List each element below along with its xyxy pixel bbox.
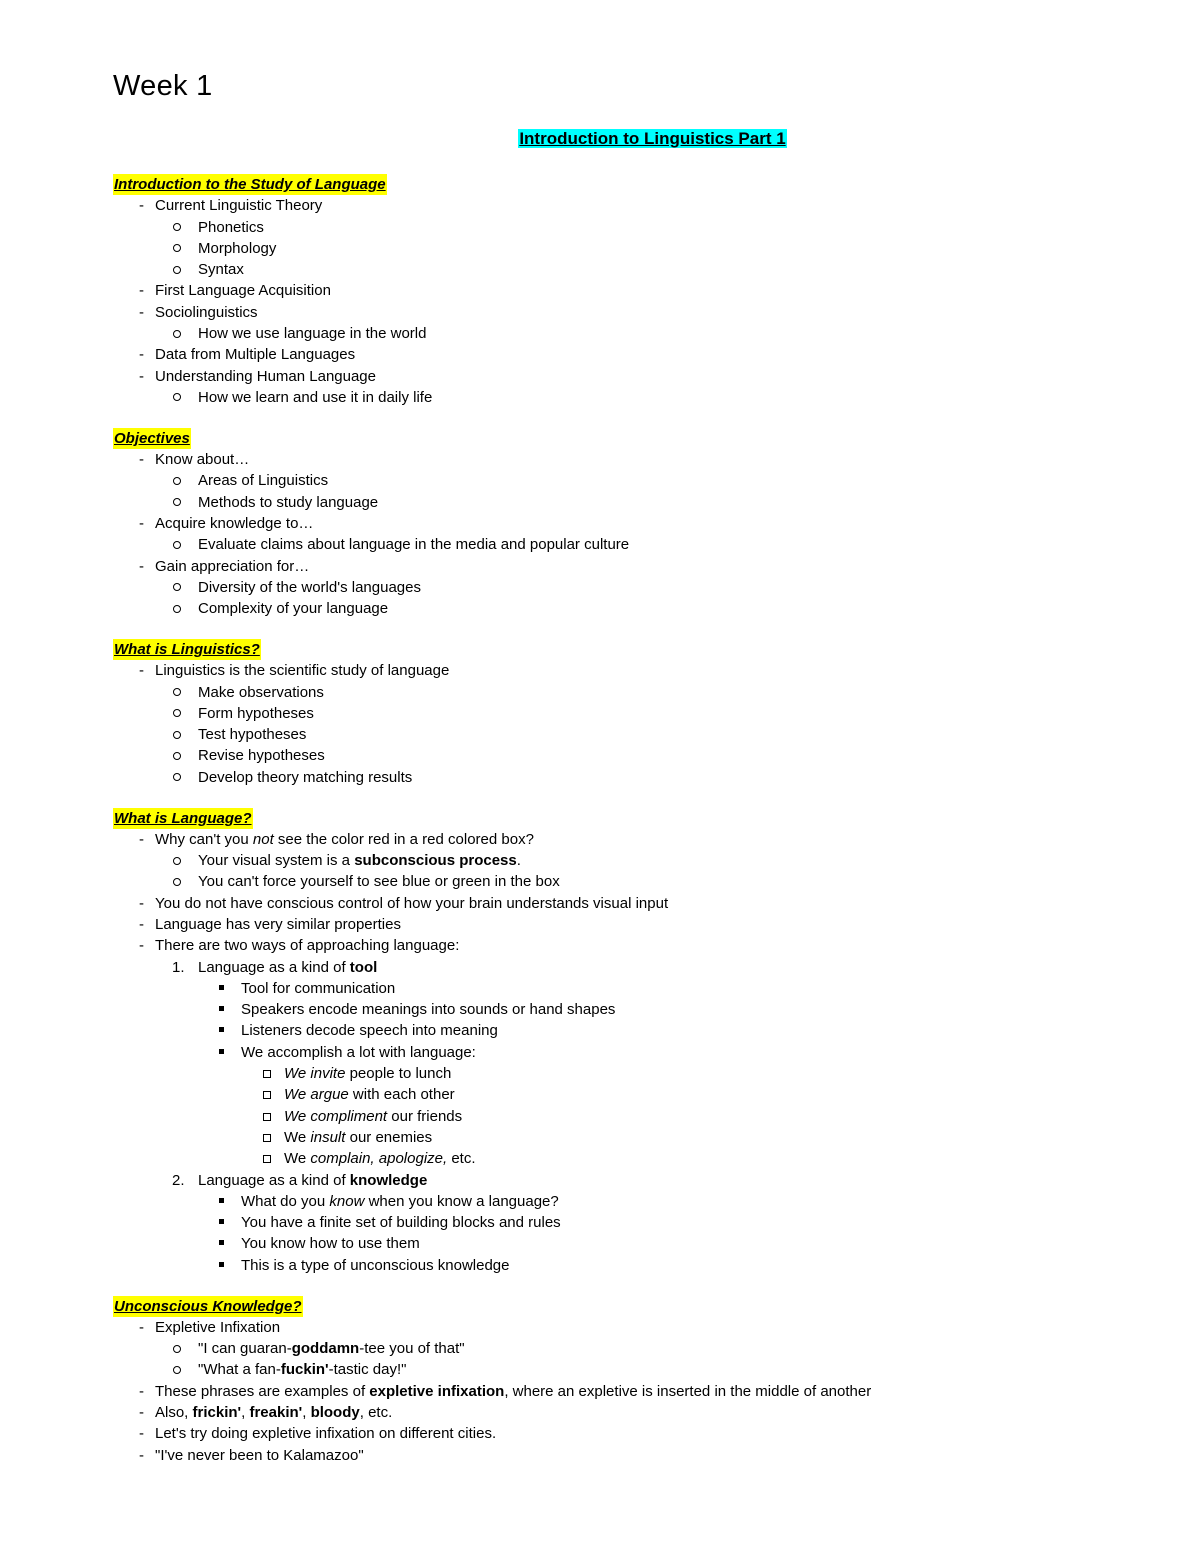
list-item-text — [284, 1063, 451, 1084]
list-item-text — [284, 1084, 455, 1105]
dash-bullet: - — [139, 1446, 144, 1464]
list-item — [113, 850, 1173, 871]
list-item — [113, 893, 1173, 914]
list-item-text — [241, 1191, 559, 1212]
dash-bullet: - — [139, 1404, 144, 1422]
list-item-text — [155, 556, 309, 577]
text-run: Know about… — [155, 451, 250, 469]
circle-bullet-icon — [173, 541, 181, 549]
list-item-text — [284, 1148, 476, 1169]
section-heading: Introduction to the Study of Language — [113, 174, 387, 195]
list-item — [113, 1191, 1173, 1212]
list-item — [113, 978, 1173, 999]
circle-bullet-icon — [173, 244, 181, 252]
text-run: Phonetics — [198, 218, 264, 236]
list-item — [113, 1445, 1173, 1466]
text-run: These phrases are examples of — [155, 1382, 370, 1400]
section-heading-row — [113, 174, 1173, 195]
text-run: Syntax — [198, 261, 244, 279]
list-item — [113, 724, 1173, 745]
list-item-text — [198, 1359, 406, 1380]
text-run: Understanding Human Language — [155, 367, 376, 385]
square-bullet-icon — [219, 1262, 224, 1267]
circle-bullet-icon — [173, 731, 181, 739]
section — [113, 639, 1173, 788]
list-item-text — [241, 1255, 509, 1276]
text-run: Complexity of your language — [198, 600, 389, 618]
list-item — [113, 387, 1173, 408]
section-heading: What is Linguistics? — [113, 639, 261, 660]
text-run: goddamn — [291, 1340, 360, 1358]
list-item — [113, 449, 1173, 470]
list-item-text — [198, 492, 378, 513]
dash-bullet: - — [139, 937, 144, 955]
list-item-text — [155, 1402, 392, 1423]
text-run: Methods to study language — [198, 493, 379, 511]
dash-bullet: - — [139, 1425, 144, 1443]
list-item — [113, 366, 1173, 387]
list-item-text — [198, 767, 412, 788]
list-item-text — [155, 1381, 871, 1402]
text-run: You can't force yourself to see blue or green in the box — [198, 873, 560, 891]
list-item-text — [155, 1445, 364, 1466]
text-run: with each other — [348, 1086, 455, 1104]
list-item — [113, 534, 1173, 555]
text-run: not — [252, 830, 274, 848]
dash-bullet: - — [139, 303, 144, 321]
list-item-text — [155, 344, 355, 365]
checkbox-bullet-icon — [263, 1113, 271, 1121]
text-run: Data from Multiple Languages — [155, 346, 356, 364]
main-title-text: Introduction to Linguistics Part 1 — [519, 129, 786, 148]
text-run: How we use language in the world — [198, 325, 427, 343]
list-item-text — [155, 449, 249, 470]
list-item-text — [198, 259, 244, 280]
text-run: There are two ways of approaching language: — [155, 937, 460, 955]
list-item — [113, 682, 1173, 703]
list-item — [113, 195, 1173, 216]
text-run: "I've never been to Kalamazoo" — [155, 1446, 364, 1464]
circle-bullet-icon — [173, 857, 181, 865]
list-item-text — [155, 660, 449, 681]
text-run: . — [516, 852, 521, 870]
list-item-text — [241, 1020, 498, 1041]
text-run: -tee you of that" — [359, 1340, 465, 1358]
list-item — [113, 323, 1173, 344]
list-item-text — [198, 323, 426, 344]
dash-bullet: - — [139, 197, 144, 215]
list-item-text — [198, 577, 421, 598]
notes-sections — [113, 174, 1173, 1485]
list-item — [113, 577, 1173, 598]
text-run: complain, apologize, — [310, 1150, 448, 1168]
list-item — [113, 1212, 1173, 1233]
section — [113, 174, 1173, 408]
list-item-text — [198, 957, 377, 978]
square-bullet-icon — [219, 1240, 224, 1245]
circle-bullet-icon — [173, 688, 181, 696]
circle-bullet-icon — [173, 266, 181, 274]
text-run: You know how to use them — [241, 1235, 420, 1253]
list-item-text — [198, 470, 328, 491]
text-run: Let's try doing expletive infixation on different cities. — [155, 1425, 497, 1443]
list-item-text — [155, 302, 258, 323]
text-run: Make observations — [198, 683, 324, 701]
list-item — [113, 598, 1173, 619]
dash-bullet: - — [139, 1318, 144, 1336]
circle-bullet-icon — [173, 605, 181, 613]
text-run: see the color red in a red colored box? — [273, 830, 534, 848]
text-run: Diversity of the world's languages — [198, 578, 421, 596]
list-item-text — [155, 914, 401, 935]
circle-bullet-icon — [173, 709, 181, 717]
list-item-text — [198, 745, 325, 766]
text-run: We compliment — [284, 1107, 388, 1125]
dash-bullet: - — [139, 894, 144, 912]
text-run: How we learn and use it in daily life — [198, 388, 433, 406]
list-item — [113, 957, 1173, 978]
list-item-text — [198, 871, 560, 892]
text-run: Gain appreciation for… — [155, 557, 310, 575]
list-item — [113, 513, 1173, 534]
square-bullet-icon — [219, 1006, 224, 1011]
list-item-text — [241, 978, 395, 999]
text-run: "I can guaran- — [198, 1340, 292, 1358]
circle-bullet-icon — [173, 498, 181, 506]
text-run: Develop theory matching results — [198, 768, 413, 786]
text-run: expletive infixation — [369, 1382, 505, 1400]
text-run: -tastic day!" — [328, 1361, 407, 1379]
week-title: Week 1 — [113, 70, 213, 102]
list-item-text — [284, 1106, 462, 1127]
list-item-text — [241, 1212, 561, 1233]
list-item-text — [155, 280, 331, 301]
list-item-text — [198, 238, 276, 259]
text-run: Also, — [155, 1404, 193, 1422]
list-item — [113, 1020, 1173, 1041]
text-run: tool — [349, 958, 378, 976]
list-item — [113, 1338, 1173, 1359]
text-run: You have a finite set of building blocks and rules — [241, 1214, 561, 1232]
section — [113, 808, 1173, 1277]
section — [113, 1296, 1173, 1466]
list-item — [113, 1106, 1173, 1127]
list-item-text — [198, 598, 388, 619]
text-run: knowledge — [349, 1171, 428, 1189]
text-run: Morphology — [198, 239, 277, 257]
text-run: , — [302, 1404, 311, 1422]
list-item — [113, 1402, 1173, 1423]
text-run: know — [329, 1192, 365, 1210]
square-bullet-icon — [219, 1049, 224, 1054]
list-item-text — [155, 366, 376, 387]
text-run: This is a type of unconscious knowledge — [241, 1256, 510, 1274]
dash-bullet: - — [139, 367, 144, 385]
text-run: We argue — [284, 1086, 349, 1104]
checkbox-bullet-icon — [263, 1134, 271, 1142]
list-item — [113, 280, 1173, 301]
list-item — [113, 703, 1173, 724]
text-run: We accomplish a lot with language: — [241, 1043, 476, 1061]
list-item — [113, 1148, 1173, 1169]
text-run: etc. — [447, 1150, 476, 1168]
list-item — [113, 829, 1173, 850]
list-item — [113, 492, 1173, 513]
text-run: Language has very similar properties — [155, 916, 401, 933]
square-bullet-icon — [219, 1027, 224, 1032]
text-run: What do you — [241, 1192, 330, 1210]
dash-bullet: - — [139, 346, 144, 364]
list-item-text — [241, 1042, 476, 1063]
section-heading: What is Language? — [113, 808, 253, 829]
text-run: our enemies — [345, 1128, 433, 1146]
section-heading-row — [113, 428, 1173, 449]
list-item — [113, 1170, 1173, 1191]
text-run: Acquire knowledge to… — [155, 514, 314, 532]
list-item — [113, 238, 1173, 259]
text-run: Speakers encode meanings into sounds or hand shapes — [241, 1001, 616, 1019]
list-item — [113, 1063, 1173, 1084]
list-item — [113, 302, 1173, 323]
list-item — [113, 745, 1173, 766]
text-run: Listeners decode speech into meaning — [241, 1022, 498, 1040]
square-bullet-icon — [219, 1198, 224, 1203]
dash-bullet: - — [139, 282, 144, 300]
text-run: people to lunch — [345, 1065, 452, 1083]
list-item-text — [198, 703, 314, 724]
list-item-text — [198, 534, 629, 555]
list-item-text — [198, 1170, 427, 1191]
text-run: insult — [310, 1128, 346, 1146]
text-run: We — [284, 1150, 311, 1168]
list-item — [113, 767, 1173, 788]
list-item-text — [284, 1127, 432, 1148]
text-run: when you know a language? — [364, 1192, 559, 1210]
text-run: Form hypotheses — [198, 704, 314, 722]
list-item — [113, 1042, 1173, 1063]
list-item — [113, 470, 1173, 491]
number-marker: 1. — [172, 958, 185, 976]
list-item — [113, 871, 1173, 892]
section-heading: Unconscious Knowledge? — [113, 1296, 303, 1317]
circle-bullet-icon — [173, 583, 181, 591]
dash-bullet: - — [139, 830, 144, 848]
list-item-text — [155, 893, 668, 914]
checkbox-bullet-icon — [263, 1070, 271, 1078]
list-item-text — [241, 1233, 420, 1254]
list-item-text — [155, 935, 459, 956]
dash-bullet: - — [139, 451, 144, 469]
list-item — [113, 1255, 1173, 1276]
list-item — [113, 217, 1173, 238]
dash-bullet: - — [139, 1382, 144, 1400]
text-run: Language as a kind of — [198, 1171, 350, 1189]
list-item-text — [155, 1317, 280, 1338]
list-item-text — [198, 387, 432, 408]
text-run: Your visual system is a — [198, 852, 355, 870]
list-item — [113, 914, 1173, 935]
circle-bullet-icon — [173, 1366, 181, 1374]
list-item-text — [198, 1338, 465, 1359]
list-item-text — [155, 513, 313, 534]
list-item-text — [155, 1423, 496, 1444]
list-item-text — [241, 999, 615, 1020]
text-run: Current Linguistic Theory — [155, 197, 323, 215]
dash-bullet: - — [139, 662, 144, 680]
main-title — [0, 129, 1200, 149]
list-item — [113, 1381, 1173, 1402]
checkbox-bullet-icon — [263, 1091, 271, 1099]
list-item — [113, 1084, 1173, 1105]
text-run: We invite — [284, 1065, 346, 1083]
checkbox-bullet-icon — [263, 1155, 271, 1163]
text-run: Revise hypotheses — [198, 747, 325, 765]
list-item-text — [198, 682, 324, 703]
section-heading: Objectives — [113, 428, 191, 449]
list-item — [113, 344, 1173, 365]
text-run: Expletive Infixation — [155, 1318, 281, 1336]
text-run: Areas of Linguistics — [198, 472, 329, 490]
text-run: Sociolinguistics — [155, 303, 258, 321]
list-item — [113, 1423, 1173, 1444]
text-run: , where an expletive is inserted in the middle of another — [504, 1382, 872, 1400]
list-item — [113, 1359, 1173, 1380]
dash-bullet: - — [139, 557, 144, 575]
circle-bullet-icon — [173, 330, 181, 338]
circle-bullet-icon — [173, 1345, 181, 1353]
text-run: frickin' — [192, 1404, 242, 1422]
text-run: our friends — [387, 1107, 463, 1125]
circle-bullet-icon — [173, 393, 181, 401]
section-heading-row — [113, 1296, 1173, 1317]
dash-bullet: - — [139, 514, 144, 532]
list-item — [113, 259, 1173, 280]
circle-bullet-icon — [173, 223, 181, 231]
text-run: We — [284, 1128, 311, 1146]
list-item-text — [155, 829, 534, 850]
text-run: First Language Acquisition — [155, 282, 331, 300]
circle-bullet-icon — [173, 752, 181, 760]
list-item — [113, 999, 1173, 1020]
list-item-text — [198, 217, 264, 238]
text-run: "What a fan- — [198, 1361, 281, 1379]
text-run: , etc. — [359, 1404, 393, 1422]
text-run: Evaluate claims about language in the media and popular culture — [198, 536, 630, 554]
list-item — [113, 660, 1173, 681]
text-run: , — [241, 1404, 250, 1422]
text-run: You do not have conscious control of how your brain understands visual input — [155, 894, 669, 912]
list-item — [113, 935, 1173, 956]
list-item — [113, 1127, 1173, 1148]
text-run: bloody — [310, 1404, 360, 1422]
list-item — [113, 556, 1173, 577]
list-item-text — [155, 195, 322, 216]
text-run: Linguistics is the scientific study of language — [155, 662, 450, 680]
square-bullet-icon — [219, 985, 224, 990]
section — [113, 428, 1173, 620]
text-run: freakin' — [249, 1404, 303, 1422]
list-item-text — [198, 724, 306, 745]
list-item — [113, 1317, 1173, 1338]
circle-bullet-icon — [173, 878, 181, 886]
text-run: fuckin' — [280, 1361, 329, 1379]
list-item — [113, 1233, 1173, 1254]
dash-bullet: - — [139, 916, 144, 933]
text-run: Test hypotheses — [198, 726, 307, 744]
section-heading-row — [113, 808, 1173, 829]
number-marker: 2. — [172, 1171, 185, 1189]
list-item-text — [198, 850, 521, 871]
square-bullet-icon — [219, 1219, 224, 1224]
text-run: Why can't you — [155, 830, 253, 848]
text-run: Language as a kind of — [198, 958, 350, 976]
circle-bullet-icon — [173, 773, 181, 781]
circle-bullet-icon — [173, 477, 181, 485]
section-heading-row — [113, 639, 1173, 660]
text-run: Tool for communication — [241, 979, 396, 997]
text-run: subconscious process — [354, 852, 517, 870]
